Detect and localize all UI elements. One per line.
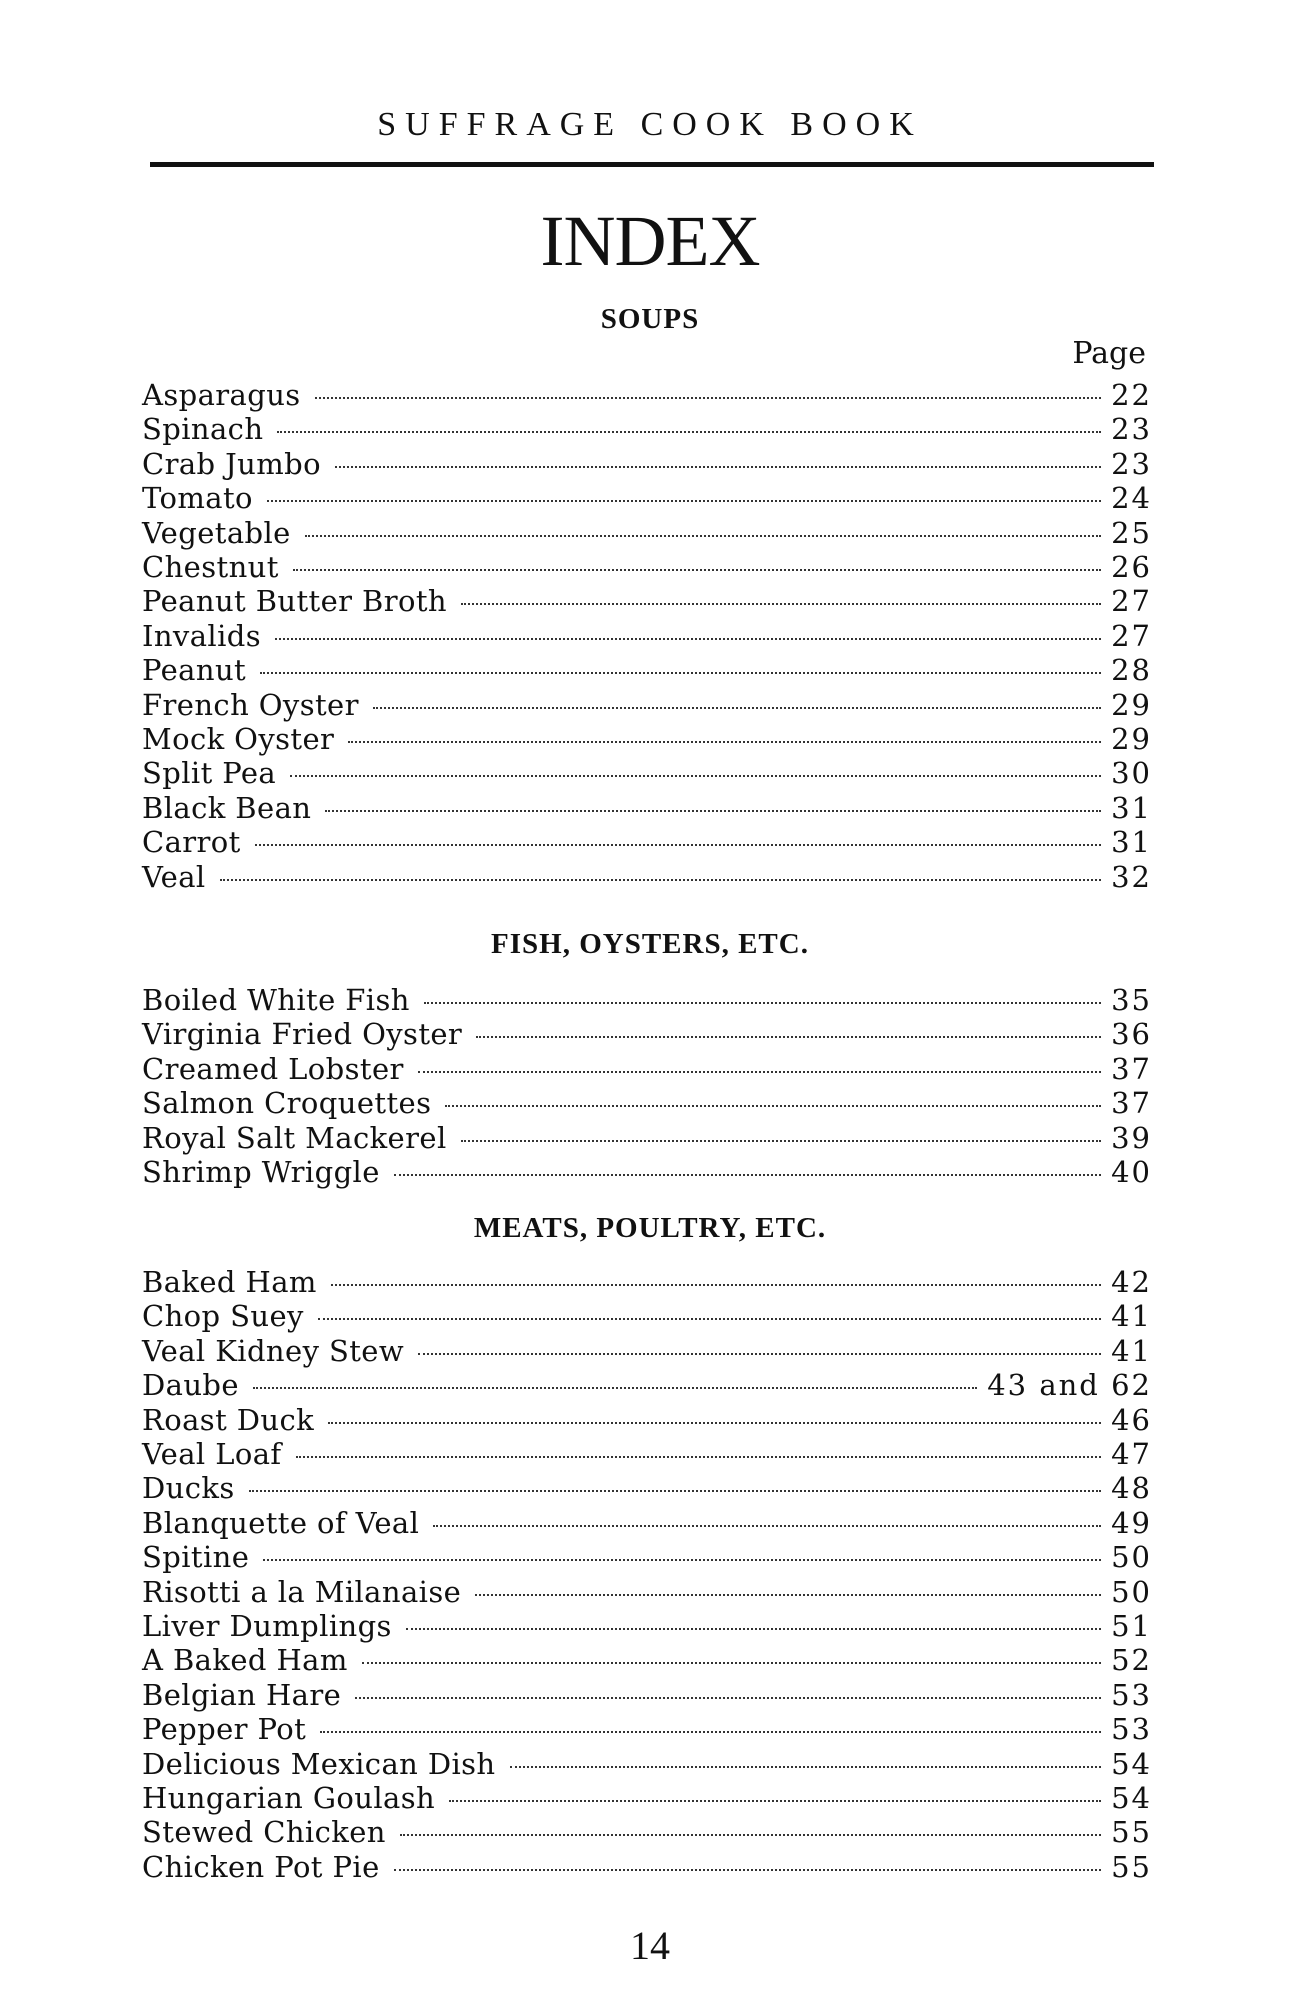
entry-name: Tomato <box>142 481 253 516</box>
entry-name: Peanut <box>142 653 247 688</box>
entry-name: French Oyster <box>142 687 359 722</box>
dot-leader <box>400 1833 1101 1836</box>
index-entry <box>142 516 1152 550</box>
entry-name: Daube <box>142 1368 239 1403</box>
dot-leader <box>335 465 1101 468</box>
entry-name: Liver Dumplings <box>142 1609 392 1643</box>
dot-leader <box>325 809 1101 812</box>
entry-page: 31 <box>1111 790 1152 825</box>
index-entry <box>142 1712 1152 1746</box>
index-entry <box>142 1017 1152 1051</box>
entry-page: 48 <box>1111 1471 1152 1506</box>
entry-page: 55 <box>1111 1815 1152 1850</box>
dot-leader <box>249 1489 1101 1492</box>
dot-leader <box>315 396 1102 399</box>
entry-page: 39 <box>1111 1120 1152 1155</box>
entry-name: Vegetable <box>142 515 291 550</box>
index-entry <box>142 1471 1152 1505</box>
entry-page: 37 <box>1111 1051 1152 1086</box>
entry-page: 27 <box>1111 584 1152 619</box>
dot-leader <box>475 1593 1101 1596</box>
index-entry <box>142 983 1152 1017</box>
entry-name: Belgian Hare <box>142 1677 342 1712</box>
index-entry <box>142 1052 1152 1086</box>
entry-page: 50 <box>1111 1574 1152 1609</box>
dot-leader <box>348 740 1101 743</box>
index-entry <box>142 1265 1152 1299</box>
entry-name: Black Bean <box>142 790 312 825</box>
entry-name: Spinach <box>142 412 264 447</box>
index-entry <box>142 1540 1152 1574</box>
dot-leader <box>318 1317 1101 1320</box>
header-rule <box>150 162 1154 167</box>
entry-name: Chop Suey <box>142 1299 304 1334</box>
entry-page: 46 <box>1111 1402 1152 1437</box>
index-entry <box>142 481 1152 515</box>
index-entry <box>142 1334 1152 1368</box>
entry-page: 23 <box>1111 412 1152 447</box>
dot-leader <box>275 637 1101 640</box>
dot-leader <box>355 1696 1101 1699</box>
entry-page: 28 <box>1111 653 1152 688</box>
entry-page: 52 <box>1111 1643 1152 1678</box>
entry-page: 26 <box>1111 550 1152 584</box>
entry-page: 23 <box>1111 446 1152 481</box>
dot-leader <box>260 671 1101 674</box>
index-entry <box>142 1815 1152 1849</box>
entry-name: Mock Oyster <box>142 722 335 756</box>
entry-name: Creamed Lobster <box>142 1051 404 1086</box>
entry-name: Pepper Pot <box>142 1712 307 1747</box>
index-entry <box>142 1609 1152 1643</box>
entry-page: 29 <box>1111 722 1152 756</box>
entry-name: Veal Kidney Stew <box>142 1333 405 1368</box>
entry-name: Virginia Fried Oyster <box>142 1017 463 1052</box>
entry-page: 29 <box>1111 687 1152 722</box>
entry-name: Invalids <box>142 618 262 653</box>
index-entry <box>142 1643 1152 1677</box>
entry-name: Blanquette of Veal <box>142 1505 420 1540</box>
entry-page: 43 and 62 <box>987 1368 1152 1403</box>
dot-leader <box>433 1524 1101 1527</box>
entry-name: Peanut Butter Broth <box>142 584 447 619</box>
entry-page: 41 <box>1111 1299 1152 1334</box>
entry-name: Chicken Pot Pie <box>142 1849 380 1884</box>
entry-name: Royal Salt Mackerel <box>142 1120 447 1155</box>
entry-name: A Baked Ham <box>142 1643 348 1678</box>
entry-name: Spitine <box>142 1540 250 1575</box>
index-entry <box>142 860 1152 894</box>
index-entry <box>142 412 1152 446</box>
entry-page: 36 <box>1111 1017 1152 1052</box>
index-entry <box>142 1437 1152 1471</box>
dot-leader <box>406 1627 1101 1630</box>
dot-leader <box>461 602 1101 605</box>
dot-leader <box>418 1352 1101 1355</box>
dot-leader <box>362 1661 1101 1664</box>
dot-leader <box>445 1104 1101 1107</box>
entry-name: Boiled White Fish <box>142 983 410 1017</box>
dot-leader <box>290 774 1101 777</box>
entry-page: 41 <box>1111 1333 1152 1368</box>
entry-name: Veal Loaf <box>142 1437 282 1471</box>
entry-name: Delicious Mexican Dish <box>142 1746 496 1781</box>
section-title: FISH, OYSTERS, ETC. <box>491 928 809 960</box>
entry-page: 37 <box>1111 1086 1152 1121</box>
dot-leader <box>305 534 1101 537</box>
entry-name: Veal <box>142 859 206 894</box>
entry-page: 54 <box>1111 1781 1152 1815</box>
index-title: INDEX <box>540 201 760 281</box>
entry-name: Salmon Croquettes <box>142 1086 432 1121</box>
entry-page: 22 <box>1111 378 1152 412</box>
entry-name: Split Pea <box>142 756 277 791</box>
dot-leader <box>510 1765 1102 1768</box>
dot-leader <box>394 1868 1101 1871</box>
entry-name: Carrot <box>142 825 241 860</box>
index-entry <box>142 1121 1152 1155</box>
dot-leader <box>449 1799 1101 1802</box>
dot-leader <box>328 1421 1101 1424</box>
entry-name: Baked Ham <box>142 1265 317 1299</box>
dot-leader <box>320 1730 1101 1733</box>
entry-page: 54 <box>1111 1746 1152 1781</box>
entry-name: Shrimp Wriggle <box>142 1155 380 1189</box>
dot-leader <box>461 1139 1101 1142</box>
entry-page: 30 <box>1111 756 1152 791</box>
entry-page: 25 <box>1111 515 1152 550</box>
entry-page: 24 <box>1111 481 1152 516</box>
section-title: MEATS, POULTRY, ETC. <box>473 1212 827 1244</box>
dot-leader <box>331 1283 1101 1286</box>
entry-page: 51 <box>1111 1609 1152 1643</box>
entry-page: 53 <box>1111 1712 1152 1747</box>
dot-leader <box>263 1558 1101 1561</box>
index-entry <box>142 378 1152 412</box>
dot-leader <box>418 1070 1101 1073</box>
dot-leader <box>255 843 1101 846</box>
entry-name: Crab Jumbo <box>142 446 321 481</box>
section-title: SOUPS <box>600 303 700 335</box>
index-entry <box>142 1368 1152 1402</box>
page-column-label: Page <box>1072 336 1146 371</box>
dot-leader <box>394 1173 1101 1176</box>
index-entry <box>142 653 1152 687</box>
index-entry <box>142 1403 1152 1437</box>
dot-leader <box>296 1455 1102 1458</box>
dot-leader <box>476 1035 1101 1038</box>
index-entry <box>142 584 1152 618</box>
entry-page: 40 <box>1111 1155 1152 1189</box>
running-title: SUFFRAGE COOK BOOK <box>377 106 923 143</box>
dot-leader <box>267 499 1101 502</box>
entry-page: 49 <box>1111 1505 1152 1540</box>
index-entry <box>142 722 1152 756</box>
index-entry <box>142 1299 1152 1333</box>
entry-name: Risotti a la Milanaise <box>142 1574 462 1609</box>
entry-page: 35 <box>1111 983 1152 1017</box>
index-entry <box>142 791 1152 825</box>
index-entry <box>142 1506 1152 1540</box>
index-entry <box>142 1678 1152 1712</box>
entry-name: Asparagus <box>142 378 301 412</box>
index-entry <box>142 756 1152 790</box>
index-entry <box>142 1575 1152 1609</box>
entry-name: Stewed Chicken <box>142 1815 386 1850</box>
index-entry <box>142 1086 1152 1120</box>
entry-page: 47 <box>1111 1437 1152 1471</box>
page-number: 14 <box>630 1923 670 1968</box>
entry-page: 32 <box>1111 859 1152 894</box>
dot-leader <box>373 706 1101 709</box>
index-entry <box>142 619 1152 653</box>
index-entry <box>142 1781 1152 1815</box>
entry-name: Ducks <box>142 1471 235 1506</box>
dot-leader <box>220 878 1101 881</box>
index-entry <box>142 688 1152 722</box>
index-entry <box>142 1850 1152 1884</box>
entry-page: 42 <box>1111 1265 1152 1299</box>
dot-leader <box>277 430 1101 433</box>
entry-page: 50 <box>1111 1540 1152 1575</box>
dot-leader <box>253 1386 977 1389</box>
dot-leader <box>293 568 1101 571</box>
entry-name: Hungarian Goulash <box>142 1781 436 1815</box>
entry-name: Roast Duck <box>142 1402 315 1437</box>
entry-page: 27 <box>1111 618 1152 653</box>
entry-name: Chestnut <box>142 550 279 584</box>
index-entry <box>142 1747 1152 1781</box>
index-entry <box>142 550 1152 584</box>
entry-page: 55 <box>1111 1849 1152 1884</box>
index-entry <box>142 1155 1152 1189</box>
entry-page: 53 <box>1111 1677 1152 1712</box>
entry-page: 31 <box>1111 825 1152 860</box>
index-entry <box>142 447 1152 481</box>
index-entry <box>142 825 1152 859</box>
dot-leader <box>424 1001 1101 1004</box>
